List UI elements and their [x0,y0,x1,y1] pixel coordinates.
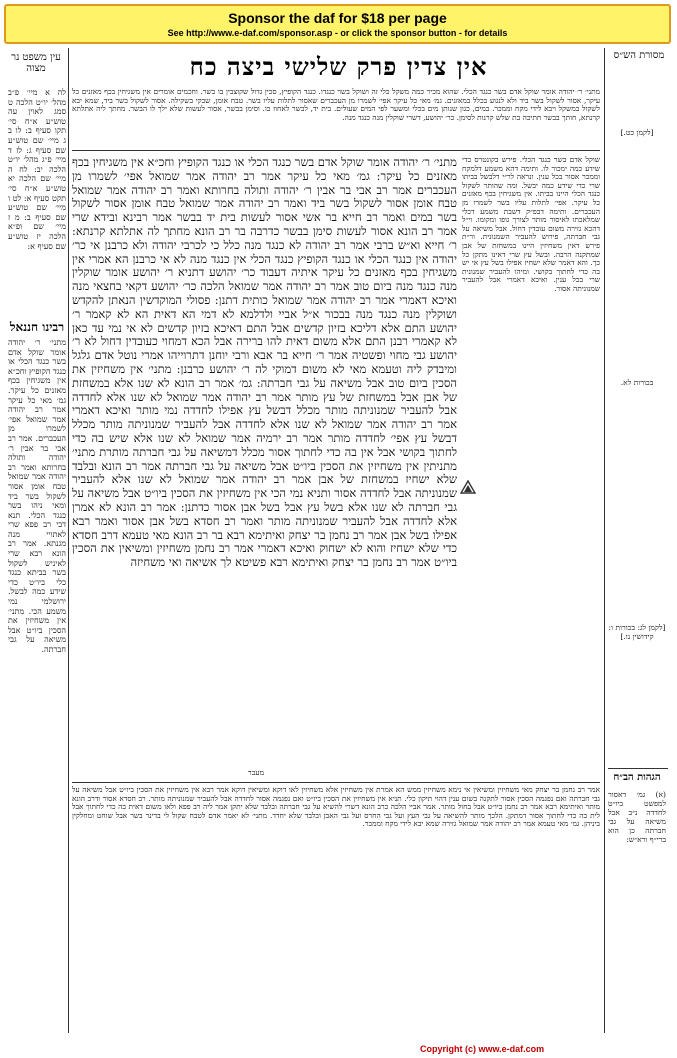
rashi-top-commentary: מתני׳ ר׳ יהודה אומר שוקל אדם בשר כנגד הכלי. שהוא מכיר כמה משקל כלי זה ושוקל בשר כנגדו. כנגד הקופיץ, סכין גדול שקוצבין בו בשר. וחכמים אומרים אין משגיחין בכף מאזנים כל עיקר, אסור לשקול בשר ביד ולא לנגוע בכלל במאזנים. גמ׳ מאי כל עיקר אפי׳ לשמרו מן העכברים שאסור לתלות עליו בשר. טבח אומן, שבקי בשקילה. אסור לשקול בשר ביד, שמא יבא לשקול במשקל ויבא לידי מקח וממכר. במים, כגון שנותן מים בכלי ומשער לפי המים שעולים. בית יד, לבשר לאחוז בו. וסימן בבשר, אסור לעשות שלא ילך לו הבשר. מחתך ליה אתלתא קרנתא, חותך בבשר חתיכה בת שלש קרנות לסימן. כר׳ יהושע, דשרי שוקלין מנה כנגד מנה. [72,88,600,122]
bottom-divider [72,782,600,783]
masoret-note-3: [לקמן לג: בכורות ו: קידושין נו.] [608,623,666,641]
triangle-marker-icon [460,480,476,494]
left-margin-divider [68,48,69,1033]
page-title: אין צדין פרק שלישי ביצה כח [189,52,488,81]
gemara-main-text: מתני׳ ר׳ יהודה אומר שוקל אדם בשר כנגד הכלי או כנגד הקופיץ וחכ״א אין משגיחין בכף מאזנים כל עיקר: גמ׳ מאי כל עיקר אמר רב יהודה אמר שמואל אפי׳ לשמרו מן העכברים אמר רב אבי בר אבין ר׳ יהודה ותולה בחרותא ואמר רב יהודה אמר שמואל טבח אומן אסור לשקול בשר ביד ואמר רב יהודה אמר שמואל טבח אומן אסור לשקול בשר במים ואמר רב חייא בר אשי אסור לעשות בית יד בבשר אמר רבינא ובידא שרי אמר רב הונא אסור לעשות סימן בבשר כדרבה בר רב הונא מחתך לה אתלתא קרנתא: ר׳ חייא וא״ש ברבי אמר רב יהודה לא כנגד מנה כלל כי לכרבי יהודה ולא כרבנן אי כר׳ יהודה אין כנגד הכלי או כנגד הקופיץ כנגד הכלי אין כנגד מנה לא אי כרבנן הא אמרי אין משגיחין בכף מאזנים כל עיקר איתיה דעבוד כר׳ יהושע דתניא ר׳ יהושע אומר שוקלין מנה כנגד מנה ביום טוב אמר רב יהודה אמר שמואל הלכה כר׳ יהושע דקאי בחצאי מנה ואיכא דאמרי אמר רב יהודה אמר שמואל כותית דתנן: פסולי המוקדשין הנאתן להקדש ושוקלין מנה כנגד מנה בבכור א״ל אביי ולדלמא לא דמי הא דאית הא לא קאמר ר׳ יהושע התם אלא דליכא בזיון קדשים אבל התם דאיכא בזיון קדשים לא אי נמי עד כאן לא קאמרי רבנן התם אלא משום דאית להו ברירה אבל הכא דמחוי כעובדין דחול לא ר׳ יהושע גבי מחוי ופשטיה אמר ר׳ חייא בר אבא ורבי יוחנן דתרוייהו אמרי נוטל אדם גלגל ומיבדק ליה וטעמא מאי לא משום דמוקי לה ר׳ יהושע כרבנן: מתני׳ אין משחיזין את הסכין ביום טוב אבל משיאה על גבי חברתה: גמ׳ אמר רב הונא לא שנו אלא במשחזת של אבן אבל במשחזת של עץ מותר אמר רב יהודה אמר שמואל לא שנו אלא לחדדה אבל להעביר שמנוניתה מותר מכלל דבשל עץ אפילו לחדדה נמי מותר ואיכא דאמרי אמר רב יהודה אמר שמואל לא שנו אלא לחדדה אבל להעביר שמנוניתה מותר מכלל דבשל עץ אפי׳ לחדדה מותר אמר רב ירמיה אמר שמואל לא שנו אלא שיש בה כדי לחתוך בקושי אבל אין בה כדי לחתוך אסור מכלל דמשיאה על גבי חברתה מותרת מתני׳ מתניתין אין משחיזין את הסכין ביו״ט אבל משיאה על גבי חברתה אמר רב הונא ובלבד שלא ישחיז במשחזת של אבן אמר רב יהודה אמר שמואל לא שנו אלא להעביר שמנוניתה אבל לחדדה אסור ותניא נמי הכי אין משחיזין את הסכין ביו״ט אבל משיאה על גבי חברתה לא שנו אלא בשל עץ אבל בשל אבן אסור כדתנן: אמר רב הונא לא אמרן אלא לחדדה אבל להעביר שמנוניתה מותר ואמר רב חסדא בשל אבן אסור ואמר רבא אפילו בשל אבן אמר רב נחמן בר יצחק ואיתימא רבא בר רב הונא מאי טעמא דרב חסדא כדי שלא ישחיז והוא לא ישחוק ואיכא דאמרי אמר רב נחמן משחיזין ומשיאין את הסכין ביו״ט אמר רב נחמן בר יצחק ואיתימא רבא פשיטא לך אשיאה ואי משחיזה [72,156,457,570]
bottom-commentary: אמר רב נחמן בר יצחק מאי משחיזין ומשיאין אי נימא משחיזין ממש הא אמרת אין משחיזין אלא משחיזין לאו דוקא ומשיאין דוקא אמר רבא אין משחיזין את הסכין ביו״ט אבל משיאה על גבי חברתה ואם נפגמה הסכין אסור לתקנה בשום ענין דהוי תיקון כלי. תניא אין משחיזין את הסכין ביו״ט ואם נפגמה אסור לחדדה אבל להעביר שמנוניתה מותר. רב חסדא אסור ודרב הונא מותר ואיתימא רבא אמר רב נחמן ביו״ט אבל בחול מותר. אמר אביי הלכה כרב הונא דשרי להשיא על גבי חברתה ובלבד שלא יתקן אמר ליה רב פפא ולאו משום דאית בה כדי לחתוך אבל לית בה כדי לחתוך אסור דמתקן. הלכך מותר להשיאה על גבי העץ ועל גבי החרס ועל גבי האבן ובלבד שלא יחדד. מתני׳ לא יאמר אדם לטבח שקול לי בדינר בשר אבל שוחט ומחלקין ביניהן. גמ׳ מאי טעמא אמר רב יהודה אמר שמואל גזירה שמא יבא לידי מקח וממכר. [72,786,600,829]
hagahot-note: (א) גמ׳ דאסור למפשט ביו״ט לחדדה נ״ב אבל משיאה על גבי חברתה כן הוא ברי״ף ורא״ש: [608,790,666,844]
rabbeinu-chananel-heading: רבינו חננאל [9,320,65,334]
masoret-note-1: [לקמן כט.] [620,128,654,137]
ein-mishpat-label: עין משפט נר מצוה [11,52,61,74]
sponsor-subtitle[interactable]: See http://www.e-daf.com/sponsor.asp - or click the sponsor button - for details [167,28,508,38]
masoret-hashas-label: מסורת הש״ס [613,50,665,61]
sponsor-banner[interactable] [4,4,671,44]
sponsor-title[interactable]: Sponsor the daf for $18 per page [228,10,447,26]
hagahot-divider [608,768,668,769]
page-header [6,48,671,88]
copyright-text[interactable]: Copyright (c) www.e-daf.com [420,1044,545,1054]
talmud-page [6,48,671,1040]
right-margin-divider [604,48,605,1033]
hagahot-heading: הגהות הב״ח [613,772,661,783]
rashi-divider [72,150,600,151]
tosafot-column: שוקל אדם בשר כנגד הכלי. פירש בקונטרס כדי שידע כמה ימכור לו. ותימה דהא משמע דלמקח וממכר אסור בכל ענין. ונראה לר״י דלבשל בביתו שרי כדי שידע כמה יבשל. ומה שהותר לשקול כנגד הכלי היינו בביתו. אין משגיחין בכף מאזנים כל עיקר. אפי׳ לתלות עליו בשר לשמרו מן העכברים. ותימה דבפ״ק דשבת משמע דכלי שמלאכתו לאיסור מותר לצורך גופו ומקומו. וי״ל דהכא גזירה משום עובדין דחול. אבל משיאה על גבי חברתה, פירוש להעביר השמנונית. ור״ת פירש דאין משחיזין היינו במשחזת של אבן שמתקנה הרבה. ובשל עץ שרי דאינו מתקן כל כך. והא דאמר שלא ישחיז אפילו בשל עץ אי יש בה כדי לחתוך בקושי. ומיהו להעביר שמנונית שרי בכל ענין. ואיכא דאמרי אבל להעביר שמנוניתה אסור. [462,156,600,293]
masoret-note-2: בכורות לא. [620,378,654,387]
rabbeinu-chananel-column: מתני׳ ר׳ יהודה אומר שוקל אדם בשר כנגד הכלי או כנגד הקופיץ וחכ״א אין משגיחין בכף מאזנים כל עיקר. גמ׳ מאי כל עיקר אמר רב יהודה אמר שמואל אפי׳ לשמרו מן העכברים. אמר רב אבי בר אבין ר׳ יהודה ותולה בחרותא ואמר רב יהודה אמר שמואל טבח אומן אסור לשקול בשר ביד ומאי ניהו בשר כנגד הכלי. תנא דבי רב פפא שרי לאתויי מנה מגנתא. אמר רב הונא רבא שרי לאיניש לשקול בשר בביתא כנגד כלי ביו״ט כדי שידע כמה לבשל. ירושלמי נמי משמע הכי. מתני׳ אין משחיזין את הסכין ביו״ט אבל משיאה על גבי חברתה. [8,338,66,654]
main-text-footnote: מעבר [247,768,265,777]
ein-mishpat-column: לה א מיי׳ פ״ב מהל׳ יו״ט הלכה ט סמג לאוין עה טוש״ע א״ח סי׳ תקו סעיף ב: לו ב ג מיי׳ שם טוש״ע שם סעיף ג: לז ד מיי׳ פ״ג מהל׳ יו״ט הלכה יב: לח ה מיי׳ שם הלכה יא טוש״ע א״ח סי׳ תקט סעיף א: לט ו מיי׳ שם טוש״ע שם סעיף ב: מ ז מיי׳ שם ופ״א הלכה יז טוש״ע שם סעיף א: [8,88,66,251]
